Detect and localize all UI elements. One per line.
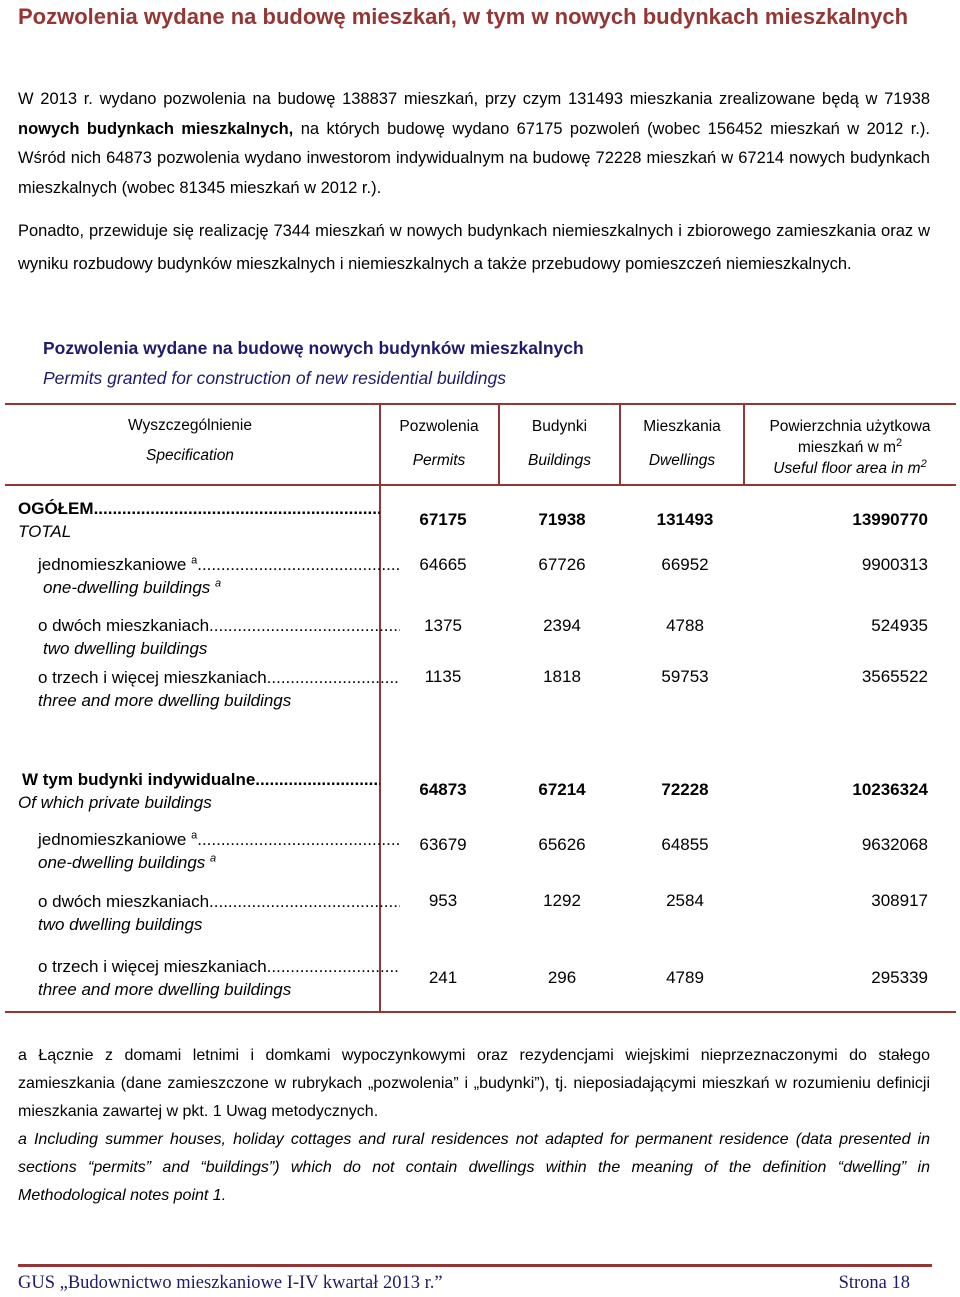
cell-permits: 241	[428, 968, 458, 987]
header-dwellings: Mieszkania Dwellings	[643, 418, 721, 469]
cell-dwellings: 4789	[666, 968, 704, 987]
cell-area: 524935	[871, 616, 928, 635]
cell-permits: 1375	[424, 616, 462, 635]
footer-publication: GUS „Budownictwo mieszkaniowe I-IV kwartał 2013 r.”	[18, 1273, 443, 1293]
row-label-one-dwelling: jednomieszkaniowe $^a$ ..... one-dwelling buildings $^a$	[18, 828, 400, 874]
footer-divider	[18, 1264, 932, 1267]
row-label-three-more: o trzech i więcej mieszkaniach ..... three and more dwelling buildings	[18, 955, 400, 1001]
header-divider	[5, 484, 956, 486]
cell-permits: 1135	[424, 667, 462, 686]
cell-dwellings: 131493	[656, 510, 714, 529]
cell-dwellings: 4788	[666, 616, 704, 635]
cell-dwellings: 64855	[661, 835, 709, 854]
cell-area: 295339	[871, 968, 928, 987]
cell-permits: 953	[428, 891, 458, 910]
table-title-pl: Pozwolenia wydane na budowę nowych budynków mieszkalnych	[43, 338, 584, 358]
row-label-two-dwelling: o dwóch mieszkaniach ..... two dwelling buildings	[18, 890, 400, 936]
header-specification: Wyszczególnienie Specification	[128, 417, 252, 464]
cell-buildings: 2394	[543, 616, 581, 635]
cell-buildings: 65626	[538, 835, 586, 854]
cell-buildings: 67214	[538, 780, 586, 799]
page-number: Strona 18	[838, 1273, 910, 1293]
footnote-pl: a Łącznie z domami letnimi i domkami wypoczynkowymi oraz rezydencjami wiejskimi nieprzeznaczonymi do stałego zamieszkania (dane zamieszczone w rubrykach „pozwolenia” i „budynki”), tj. nieposiadającymi mieszkań w rozumieniu definicji mieszkania zawartej w pkt. 1 Uwag metodycznych.	[18, 1047, 930, 1120]
cell-dwellings: 66952	[661, 555, 709, 574]
cell-buildings: 296	[547, 968, 577, 987]
cell-buildings: 1818	[543, 667, 581, 686]
cell-buildings: 71938	[538, 510, 586, 529]
page-heading: Pozwolenia wydane na budowę mieszkań, w tym w nowych budynkach mieszkalnych	[18, 4, 909, 29]
paragraph-additional: Ponadto, przewiduje się realizację 7344 mieszkań w nowych budynkach niemieszkalnych i zbiorowego zamieszkania oraz w wyniku rozbudowy budynków mieszkalnych i niemieszkalnych a także przebudowy pomieszczeń niemieszkalnych.	[18, 222, 930, 273]
cell-dwellings: 2584	[666, 891, 704, 910]
row-label-two-dwelling: o dwóch mieszkaniach ..... two dwelling buildings	[18, 614, 400, 660]
cell-dwellings: 59753	[661, 667, 709, 686]
cell-area: 3565522	[861, 667, 928, 686]
cell-permits: 64665	[419, 555, 467, 574]
footnote-en: a Including summer houses, holiday cottages and rural residences not adapted for permanent residence (data presented in sections “permits” and “buildings”) which do not contain dwellings within the meaning of the definition “dwelling” in Methodological notes point 1.	[18, 1131, 930, 1204]
row-label-private: W tym budynki indywidualne ..... Of which private buildings	[18, 768, 380, 814]
page-footer	[18, 1273, 910, 1294]
cell-area: 9632068	[861, 835, 928, 854]
header-permits: Pozwolenia Permits	[399, 418, 479, 469]
row-label-one-dwelling: jednomieszkaniowe $^a$ ..... one-dwelling buildings $^a$	[18, 553, 400, 599]
cell-buildings: 67726	[538, 555, 586, 574]
paragraph-permits: W 2013 r. wydano pozwolenia na budowę 138837 mieszkań, przy czym 131493 mieszkania zrealizowane będą w 71938 nowych budynkach mieszkalnych, na których budowę wydano 67175 pozwoleń (wobec 156452 mieszkań w 2012 r.). Wśród nich 64873 pozwolenia wydano inwestorom indywidualnym na budowę 72228 mieszkań w 67214 nowych budynkach mieszkalnych (wobec 81345 mieszkań w 2012 r.).	[18, 90, 931, 197]
cell-area: 9900313	[861, 555, 928, 574]
cell-area: 308917	[871, 891, 928, 910]
row-label-three-more: o trzech i więcej mieszkaniach ..... three and more dwelling buildings	[18, 666, 400, 712]
cell-area: 13990770	[852, 510, 928, 529]
table-title-en: Permits granted for construction of new residential buildings	[43, 368, 507, 388]
cell-buildings: 1292	[543, 891, 581, 910]
row-label-total: OGÓŁEM ..... TOTAL	[18, 497, 380, 543]
cell-dwellings: 72228	[661, 780, 709, 799]
cell-permits: 63679	[419, 835, 467, 854]
header-useful-area: Powierzchnia użytkowa mieszkań w $m^2$ Useful floor area in $m^2$	[769, 418, 931, 477]
header-buildings: Budynki Buildings	[528, 418, 591, 469]
cell-permits: 67175	[419, 510, 467, 529]
cell-permits: 64873	[419, 780, 467, 799]
cell-area: 10236324	[852, 780, 928, 799]
